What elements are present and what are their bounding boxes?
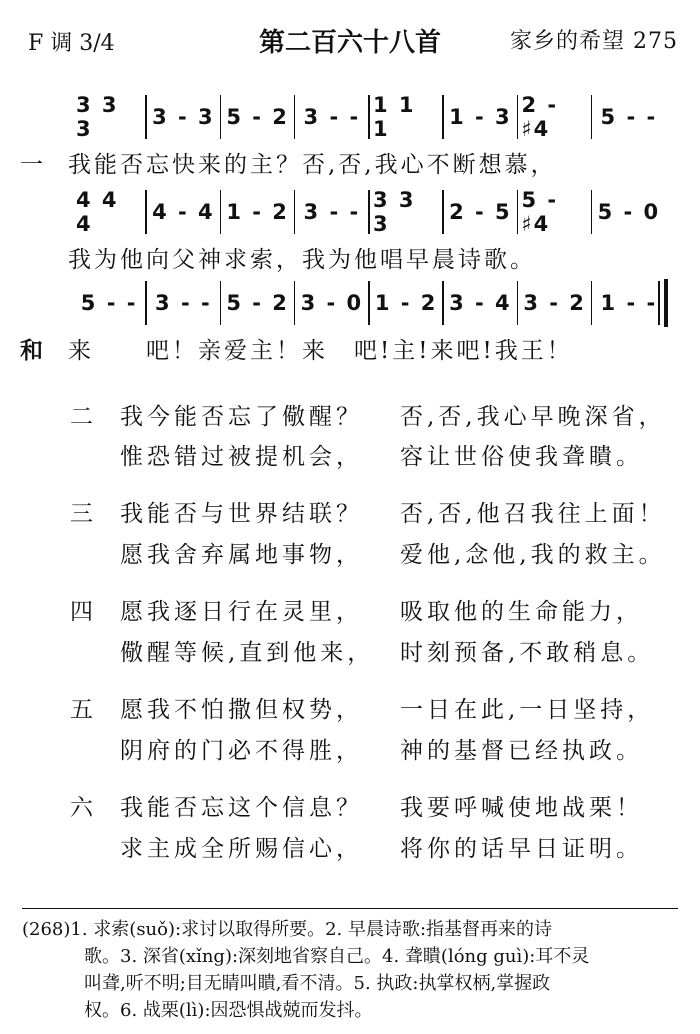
measure: 2 - ♯4 xyxy=(521,93,559,141)
verse-line: 我能否与世界结联？ xyxy=(120,501,363,527)
verse-line: 神的基督已经执政。 xyxy=(400,738,643,764)
footnote-line: 歌。3. 深省(xǐng):深刻地省察自己。4. 聋瞶(lóng guì):耳不灵 xyxy=(84,946,590,967)
measure: 1 - - xyxy=(600,291,658,315)
verse-line: 将你的话早日证明。 xyxy=(400,836,643,862)
verse-line: 容让世俗使我聋瞶。 xyxy=(400,444,643,470)
measure: 3 - 2 xyxy=(523,291,586,315)
measure: 3 - 3 xyxy=(152,105,215,129)
verse-line: 求主成全所赐信心， xyxy=(120,836,363,862)
verse-line: 愿我不怕撒但权势， xyxy=(120,697,363,723)
verse-line: 我今能否忘了儆醒？ xyxy=(120,404,363,430)
footnote-divider xyxy=(22,908,678,909)
measure: 4 - 4 xyxy=(152,200,215,224)
verse-line: 惟恐错过被提机会， xyxy=(120,444,363,470)
measure: 3 - 4 xyxy=(449,291,512,315)
measure: 1 - 2 xyxy=(374,291,438,315)
hymn-title: 第二百六十八首 xyxy=(258,28,441,58)
verse-line: 一日在此,一日坚持， xyxy=(400,697,655,723)
verse-line: 吸取他的生命能力， xyxy=(400,599,643,625)
verse-line: 时刻预备,不敢稍息。 xyxy=(400,640,655,666)
verse-line: 儆醒等候,直到他来， xyxy=(120,640,375,666)
measure: 1 - 2 xyxy=(226,200,289,224)
verse-number: 五 xyxy=(70,697,93,723)
verse-number: 六 xyxy=(70,795,93,821)
verse-marker: 一 xyxy=(20,152,46,178)
hymn-subtitle: 家乡的希望 xyxy=(509,29,625,54)
chorus-marker: 和 xyxy=(20,338,46,364)
measure: 3 - 0 xyxy=(300,291,364,315)
lyric-line-3 xyxy=(20,332,680,365)
verse-line: 阴府的门必不得胜， xyxy=(120,738,363,764)
lyric-text: 我为他向父神求索，我为他唱早晨诗歌。 xyxy=(68,247,536,273)
hymn-subtitle-page xyxy=(510,24,678,55)
lyric-line-1 xyxy=(20,146,680,179)
measure: 5 - 0 xyxy=(597,200,661,224)
footnote-line: (268)1. 求索(suǒ):求讨以取得所要。2. 早晨诗歌:指基督再来的诗 xyxy=(22,919,553,940)
verse-line: 愿我逐日行在灵里， xyxy=(120,599,363,625)
measure: 3 3 3 xyxy=(373,188,416,236)
measure: 2 - 5 xyxy=(449,200,512,224)
footnote-line: 权。6. 战栗(lì):因恐惧战兢而发抖。 xyxy=(84,1000,373,1021)
measure: 3 - - xyxy=(303,105,361,129)
measure: 3 - - xyxy=(303,200,361,224)
footnote-line: 叫聋,听不明;目无睛叫瞶,看不清。5. 执政:执掌权柄,掌握政 xyxy=(84,973,551,994)
music-line-1 xyxy=(72,93,666,141)
measure: 4 4 4 xyxy=(76,188,119,236)
measure: 5 - 2 xyxy=(226,105,289,129)
lyric-text: 我能否忘快来的主？否,否,我心不断想慕， xyxy=(68,152,557,178)
music-line-3 xyxy=(72,287,666,319)
measure: 5 - - xyxy=(80,291,138,315)
lyric-line-2 xyxy=(20,241,680,274)
verse-line: 我能否忘这个信息？ xyxy=(120,795,363,821)
verse-line: 爱他,念他,我的救主。 xyxy=(400,542,666,568)
footnotes xyxy=(22,916,682,1024)
measure: 1 - 3 xyxy=(449,105,512,129)
measure: 3 - - xyxy=(155,291,212,315)
measure: 5 - 2 xyxy=(226,291,289,315)
verse-line: 愿我舍弃属地事物， xyxy=(120,542,363,568)
verse-number: 二 xyxy=(70,404,93,430)
final-bar-thin-line xyxy=(658,281,660,325)
music-line-2 xyxy=(72,188,666,236)
verse-line: 否,否,我心早晚深省， xyxy=(400,404,666,430)
verse-number: 三 xyxy=(70,501,93,527)
page-number: 275 xyxy=(633,29,678,54)
measure: 5 - - xyxy=(600,105,658,129)
hymn-key-signature: F 调 3/4 xyxy=(28,31,115,56)
lyric-text: 来 吧！亲爱主！来 吧!主!来吧!我王！ xyxy=(68,338,573,364)
final-bar-line xyxy=(664,279,668,327)
measure: 5 - ♯4 xyxy=(521,188,559,236)
measure: 3 3 3 xyxy=(76,93,119,141)
measure: 1 1 1 xyxy=(373,93,416,141)
verse-number: 四 xyxy=(70,599,93,625)
verse-line: 我要呼喊使地战栗！ xyxy=(400,795,643,821)
verse-line: 否,否,他召我往上面！ xyxy=(400,501,666,527)
